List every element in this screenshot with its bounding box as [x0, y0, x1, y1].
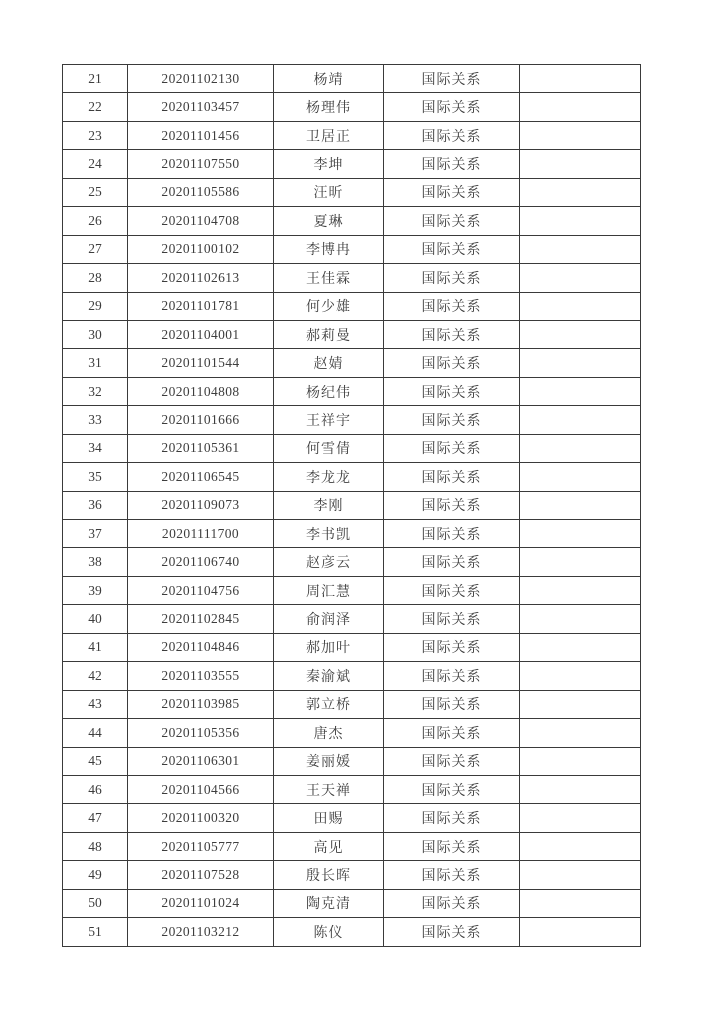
table-row — [63, 690, 641, 718]
student-id-cell: 20201101666 — [128, 406, 274, 434]
student-name-cell: 李博冉 — [274, 235, 384, 263]
empty-cell — [520, 150, 641, 178]
empty-cell — [520, 719, 641, 747]
table-row — [63, 320, 641, 348]
empty-cell — [520, 463, 641, 491]
empty-cell — [520, 93, 641, 121]
student-name-cell: 田赐 — [274, 804, 384, 832]
major-cell: 国际关系 — [384, 150, 520, 178]
major-cell: 国际关系 — [384, 719, 520, 747]
table-row — [63, 520, 641, 548]
empty-cell — [520, 406, 641, 434]
student-id-cell: 20201102845 — [128, 605, 274, 633]
empty-cell — [520, 918, 641, 947]
student-name-cell: 郝加叶 — [274, 633, 384, 661]
student-name-cell: 李书凯 — [274, 520, 384, 548]
student-id-cell: 20201105777 — [128, 832, 274, 860]
major-cell: 国际关系 — [384, 264, 520, 292]
table-row — [63, 434, 641, 462]
table-row — [63, 121, 641, 149]
row-number-cell: 30 — [63, 320, 128, 348]
student-name-cell: 李刚 — [274, 491, 384, 519]
row-number-cell: 22 — [63, 93, 128, 121]
student-id-cell: 20201105361 — [128, 434, 274, 462]
row-number-cell: 51 — [63, 918, 128, 947]
student-id-cell: 20201104708 — [128, 207, 274, 235]
major-cell: 国际关系 — [384, 93, 520, 121]
student-name-cell: 卫居正 — [274, 121, 384, 149]
student-id-cell: 20201104846 — [128, 633, 274, 661]
row-number-cell: 39 — [63, 576, 128, 604]
table-row — [63, 235, 641, 263]
row-number-cell: 25 — [63, 178, 128, 206]
student-name-cell: 杨理伟 — [274, 93, 384, 121]
major-cell: 国际关系 — [384, 576, 520, 604]
table-row — [63, 719, 641, 747]
major-cell: 国际关系 — [384, 662, 520, 690]
major-cell: 国际关系 — [384, 889, 520, 917]
row-number-cell: 38 — [63, 548, 128, 576]
empty-cell — [520, 65, 641, 93]
table-row — [63, 178, 641, 206]
table-row — [63, 747, 641, 775]
table-row — [63, 377, 641, 405]
student-id-cell: 20201100320 — [128, 804, 274, 832]
student-id-cell: 20201105586 — [128, 178, 274, 206]
student-name-cell: 李坤 — [274, 150, 384, 178]
major-cell: 国际关系 — [384, 463, 520, 491]
student-id-cell: 20201106545 — [128, 463, 274, 491]
student-name-cell: 李龙龙 — [274, 463, 384, 491]
major-cell: 国际关系 — [384, 121, 520, 149]
student-id-cell: 20201107528 — [128, 861, 274, 889]
empty-cell — [520, 832, 641, 860]
student-name-cell: 郭立桥 — [274, 690, 384, 718]
empty-cell — [520, 320, 641, 348]
major-cell: 国际关系 — [384, 918, 520, 947]
major-cell: 国际关系 — [384, 349, 520, 377]
row-number-cell: 45 — [63, 747, 128, 775]
student-name-cell: 俞润泽 — [274, 605, 384, 633]
row-number-cell: 24 — [63, 150, 128, 178]
student-id-cell: 20201106301 — [128, 747, 274, 775]
empty-cell — [520, 662, 641, 690]
student-id-cell: 20201104566 — [128, 775, 274, 803]
student-name-cell: 姜丽媛 — [274, 747, 384, 775]
student-name-cell: 殷长晖 — [274, 861, 384, 889]
table-row — [63, 349, 641, 377]
row-number-cell: 31 — [63, 349, 128, 377]
student-id-cell: 20201111700 — [128, 520, 274, 548]
major-cell: 国际关系 — [384, 832, 520, 860]
student-name-cell: 赵彦云 — [274, 548, 384, 576]
student-name-cell: 杨纪伟 — [274, 377, 384, 405]
student-id-cell: 20201101544 — [128, 349, 274, 377]
empty-cell — [520, 633, 641, 661]
student-name-cell: 秦渝斌 — [274, 662, 384, 690]
table-row — [63, 605, 641, 633]
student-name-cell: 何雪倩 — [274, 434, 384, 462]
row-number-cell: 37 — [63, 520, 128, 548]
row-number-cell: 43 — [63, 690, 128, 718]
table-row — [63, 662, 641, 690]
empty-cell — [520, 861, 641, 889]
student-id-cell: 20201105356 — [128, 719, 274, 747]
empty-cell — [520, 264, 641, 292]
table-row — [63, 65, 641, 93]
table-row — [63, 548, 641, 576]
row-number-cell: 28 — [63, 264, 128, 292]
major-cell: 国际关系 — [384, 235, 520, 263]
student-roster-table — [62, 64, 641, 947]
major-cell: 国际关系 — [384, 65, 520, 93]
table-row — [63, 918, 641, 947]
empty-cell — [520, 690, 641, 718]
table-row — [63, 207, 641, 235]
table-row — [63, 889, 641, 917]
major-cell: 国际关系 — [384, 548, 520, 576]
empty-cell — [520, 349, 641, 377]
row-number-cell: 21 — [63, 65, 128, 93]
major-cell: 国际关系 — [384, 377, 520, 405]
empty-cell — [520, 747, 641, 775]
major-cell: 国际关系 — [384, 520, 520, 548]
major-cell: 国际关系 — [384, 775, 520, 803]
major-cell: 国际关系 — [384, 605, 520, 633]
table-row — [63, 775, 641, 803]
empty-cell — [520, 178, 641, 206]
student-name-cell: 汪昕 — [274, 178, 384, 206]
empty-cell — [520, 235, 641, 263]
row-number-cell: 42 — [63, 662, 128, 690]
row-number-cell: 23 — [63, 121, 128, 149]
student-id-cell: 20201107550 — [128, 150, 274, 178]
row-number-cell: 46 — [63, 775, 128, 803]
table-row — [63, 264, 641, 292]
empty-cell — [520, 520, 641, 548]
student-roster-table-body — [63, 65, 641, 947]
empty-cell — [520, 804, 641, 832]
student-name-cell: 何少雄 — [274, 292, 384, 320]
row-number-cell: 36 — [63, 491, 128, 519]
student-id-cell: 20201104808 — [128, 377, 274, 405]
major-cell: 国际关系 — [384, 207, 520, 235]
major-cell: 国际关系 — [384, 178, 520, 206]
row-number-cell: 35 — [63, 463, 128, 491]
student-name-cell: 唐杰 — [274, 719, 384, 747]
student-name-cell: 夏琳 — [274, 207, 384, 235]
student-name-cell: 周汇慧 — [274, 576, 384, 604]
empty-cell — [520, 605, 641, 633]
student-id-cell: 20201102130 — [128, 65, 274, 93]
row-number-cell: 33 — [63, 406, 128, 434]
empty-cell — [520, 292, 641, 320]
table-row — [63, 633, 641, 661]
empty-cell — [520, 377, 641, 405]
empty-cell — [520, 775, 641, 803]
row-number-cell: 29 — [63, 292, 128, 320]
empty-cell — [520, 548, 641, 576]
empty-cell — [520, 491, 641, 519]
table-row — [63, 804, 641, 832]
major-cell: 国际关系 — [384, 434, 520, 462]
student-id-cell: 20201103985 — [128, 690, 274, 718]
empty-cell — [520, 434, 641, 462]
table-row — [63, 576, 641, 604]
student-id-cell: 20201102613 — [128, 264, 274, 292]
student-name-cell: 王佳霖 — [274, 264, 384, 292]
table-row — [63, 93, 641, 121]
row-number-cell: 41 — [63, 633, 128, 661]
major-cell: 国际关系 — [384, 804, 520, 832]
row-number-cell: 27 — [63, 235, 128, 263]
student-name-cell: 郝莉曼 — [274, 320, 384, 348]
major-cell: 国际关系 — [384, 747, 520, 775]
student-name-cell: 王天禅 — [274, 775, 384, 803]
row-number-cell: 50 — [63, 889, 128, 917]
student-id-cell: 20201103555 — [128, 662, 274, 690]
student-id-cell: 20201101456 — [128, 121, 274, 149]
table-row — [63, 832, 641, 860]
row-number-cell: 26 — [63, 207, 128, 235]
row-number-cell: 48 — [63, 832, 128, 860]
student-name-cell: 陈仪 — [274, 918, 384, 947]
student-id-cell: 20201103212 — [128, 918, 274, 947]
empty-cell — [520, 207, 641, 235]
student-id-cell: 20201109073 — [128, 491, 274, 519]
student-name-cell: 高见 — [274, 832, 384, 860]
empty-cell — [520, 576, 641, 604]
major-cell: 国际关系 — [384, 633, 520, 661]
major-cell: 国际关系 — [384, 320, 520, 348]
major-cell: 国际关系 — [384, 690, 520, 718]
major-cell: 国际关系 — [384, 292, 520, 320]
student-id-cell: 20201106740 — [128, 548, 274, 576]
table-row — [63, 292, 641, 320]
row-number-cell: 32 — [63, 377, 128, 405]
table-row — [63, 463, 641, 491]
student-id-cell: 20201101781 — [128, 292, 274, 320]
student-name-cell: 赵婧 — [274, 349, 384, 377]
student-id-cell: 20201100102 — [128, 235, 274, 263]
student-name-cell: 陶克清 — [274, 889, 384, 917]
table-row — [63, 406, 641, 434]
row-number-cell: 47 — [63, 804, 128, 832]
student-id-cell: 20201101024 — [128, 889, 274, 917]
empty-cell — [520, 889, 641, 917]
row-number-cell: 44 — [63, 719, 128, 747]
table-row — [63, 491, 641, 519]
row-number-cell: 40 — [63, 605, 128, 633]
student-id-cell: 20201103457 — [128, 93, 274, 121]
table-row — [63, 150, 641, 178]
row-number-cell: 34 — [63, 434, 128, 462]
table-row — [63, 861, 641, 889]
student-name-cell: 王祥宇 — [274, 406, 384, 434]
student-name-cell: 杨靖 — [274, 65, 384, 93]
major-cell: 国际关系 — [384, 491, 520, 519]
student-id-cell: 20201104001 — [128, 320, 274, 348]
empty-cell — [520, 121, 641, 149]
student-id-cell: 20201104756 — [128, 576, 274, 604]
major-cell: 国际关系 — [384, 861, 520, 889]
row-number-cell: 49 — [63, 861, 128, 889]
major-cell: 国际关系 — [384, 406, 520, 434]
